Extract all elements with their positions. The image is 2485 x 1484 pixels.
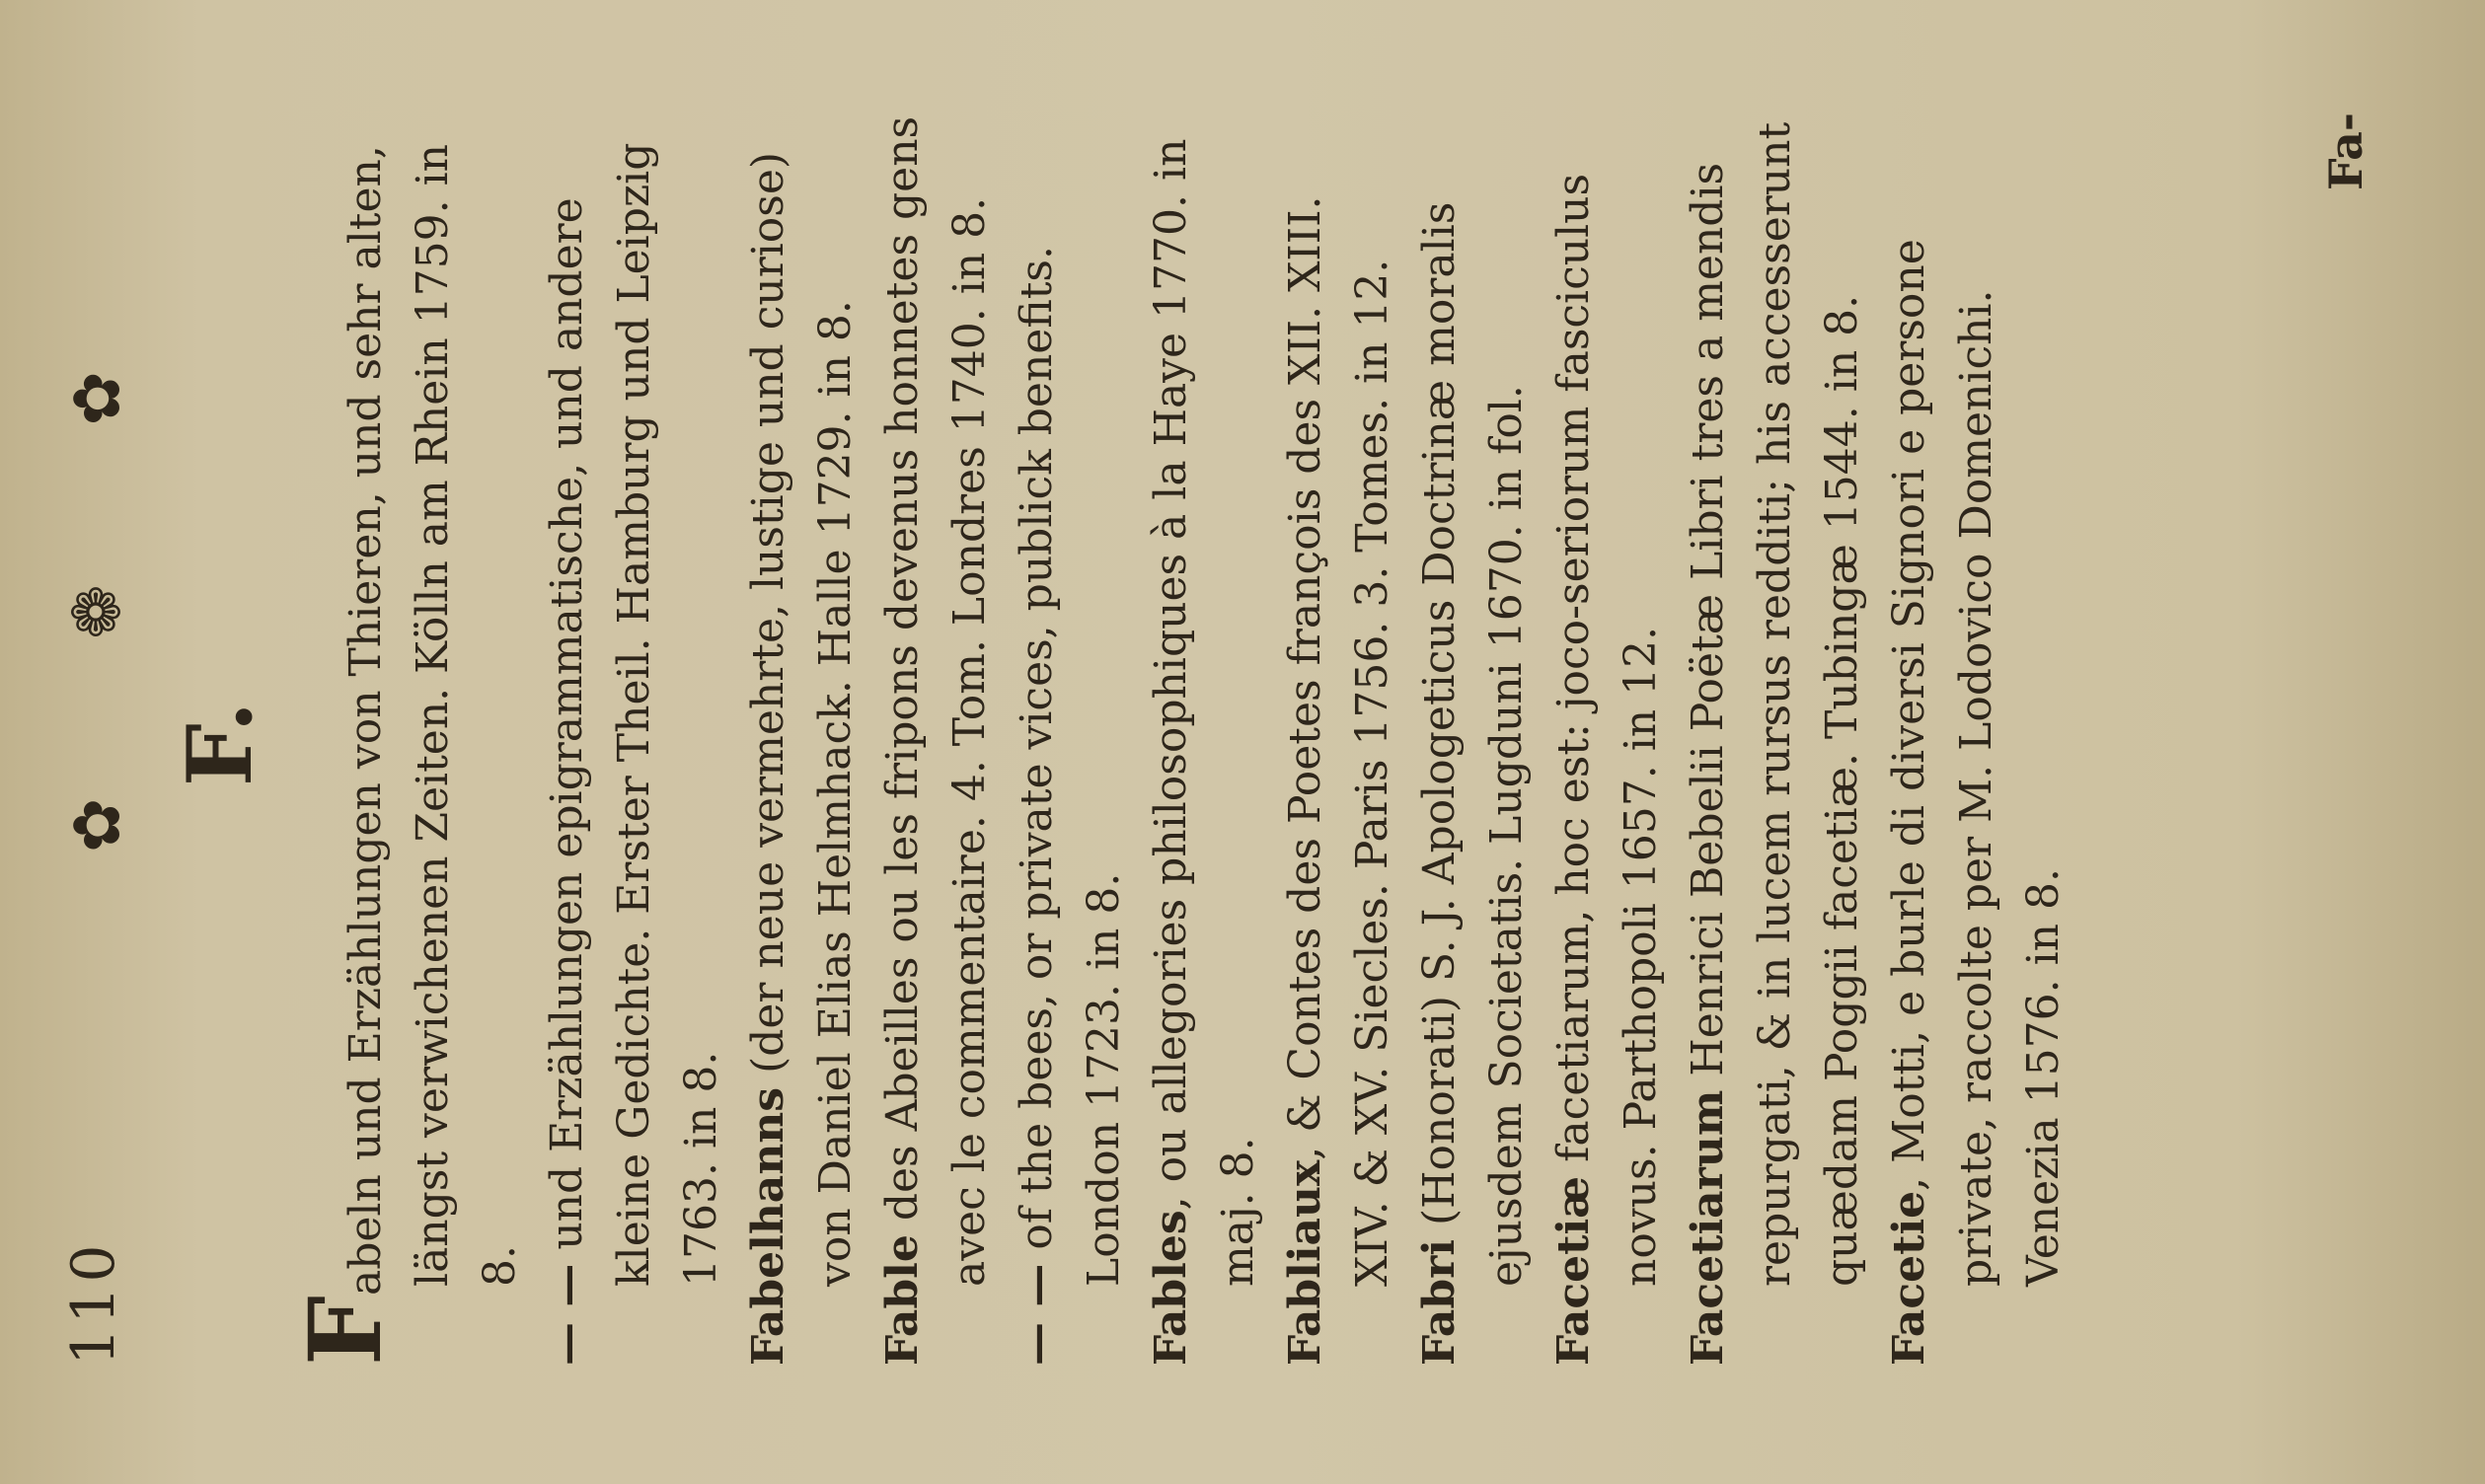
page-number: 110 (59, 1240, 128, 1366)
entry-text: (der neue vermehrte, lustige und curiose) von Daniel Elias Helmhack. Halle 1729. in 8. (743, 151, 861, 1287)
entry-text: , Motti, e burle di diversi Signori e persone private, raccolte per M. Lodovico Domenichi. Venezia 1576. in 8. (1884, 239, 2069, 1287)
entry-text: des Abeilles ou les fripons devenus honnetes gens avec le commentaire. 4. Tom. Londres 1740. in 8. (877, 115, 995, 1287)
catalog-entry (1541, 112, 1675, 1366)
catchword: Fa- (2319, 112, 2372, 191)
entry-head: Fables (1146, 1210, 1196, 1366)
entry-head: Fable (877, 1234, 928, 1366)
entry-head: Facetie (1884, 1190, 1934, 1366)
entry-text: und Erzählungen epigrammatische, und andere kleine Gedichte. Erster Theil. Hamburg und Leipzig 1763. in 8. (542, 142, 726, 1287)
catalog-entry (1272, 112, 1406, 1366)
catalog-entry (1138, 112, 1272, 1366)
catalog-page (0, 4, 2485, 1484)
header-ornament: ✿ ❁ ✿ (59, 302, 135, 853)
entry-head: Facetiarum (1683, 1089, 1733, 1366)
entry-text: Henrici Bebelii Poëtæ Libri tres a mendis repurgati, & in lucem rursus redditi; his accesserunt quædam Poggii facetiæ. Tubingæ 1544. in 8. (1683, 121, 1867, 1287)
catalog-entry (1004, 112, 1138, 1366)
catalog-entry (1675, 112, 1876, 1366)
entry-text: facetiarum, hoc est: joco-seriorum fasciculus novus. Parthopoli 1657. in 12. (1548, 173, 1666, 1287)
catalog-entry (287, 112, 534, 1366)
entry-text: (Honorati) S. J. Apologeticus Doctrinæ moralis ejusdem Societatis. Lugduni 1670. in fol. (1414, 201, 1532, 1287)
catalog-entry (1406, 112, 1541, 1366)
catalog-entry (1876, 112, 2077, 1366)
entry-head: Fabliaux (1280, 1159, 1330, 1366)
catalog-entry (534, 112, 735, 1366)
page-header (39, 112, 158, 1366)
catalog-entry (735, 112, 869, 1366)
entry-text: , ou allegories philosophiques à la Haye 1770. in maj. 8. (1146, 138, 1263, 1287)
entry-head: Facetiæ (1548, 1175, 1599, 1366)
entry-head: Fabelhanns (743, 1086, 793, 1366)
entry-head: Fabri (1414, 1238, 1465, 1366)
entry-text: abeln und Erzählungen von Thieren, und sehr alten, längst verwichenen Zeiten. Kölln am Rhein 1759. in 8. (340, 143, 525, 1296)
entry-text: of the bees, or private vices, publick benefits. London 1723. in 8. (1012, 246, 1129, 1287)
entry-head: — — (542, 1263, 592, 1366)
entry-text: , & Contes des Poetes françois des XII. XIII. XIV. & XV. Siecles. Paris 1756. 3. Tomes. in 12. (1280, 195, 1397, 1287)
drop-cap: F (287, 1296, 404, 1366)
section-letter: F. (168, 701, 272, 787)
catalog-entry (869, 112, 1004, 1366)
entry-list (287, 112, 2077, 1366)
entry-head: — — (1012, 1263, 1062, 1366)
